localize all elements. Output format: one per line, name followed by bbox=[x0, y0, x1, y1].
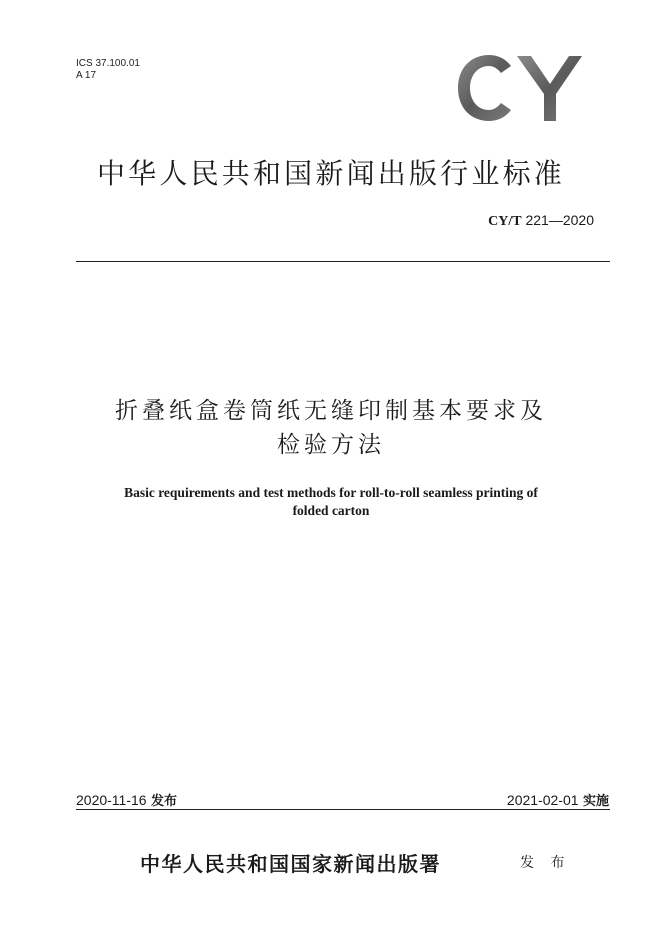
bottom-divider bbox=[76, 809, 610, 810]
cy-logo bbox=[455, 52, 583, 124]
issue-date-label: 发布 bbox=[151, 794, 178, 809]
classification-codes bbox=[76, 58, 140, 82]
ics-code: ICS 37.100.01 bbox=[76, 58, 140, 69]
title-en-line2: folded carton bbox=[292, 503, 370, 518]
standard-category-title: 中华人民共和国新闻出版行业标准 bbox=[96, 157, 565, 190]
issue-word: 发 布 bbox=[520, 855, 571, 871]
title-cn-line1: 折叠纸盒卷筒纸无缝印制基本要求及 bbox=[115, 398, 547, 424]
issuing-authority: 中华人民共和国国家新闻出版署 bbox=[140, 852, 441, 876]
top-divider bbox=[76, 261, 610, 262]
impl-date-value: 2021-02-01 bbox=[506, 792, 579, 808]
standard-code-number: 221—2020 bbox=[521, 212, 594, 228]
issue-date-value: 2020-11-16 bbox=[76, 792, 147, 808]
implementation-date bbox=[507, 790, 609, 809]
ccs-code: A 17 bbox=[76, 70, 97, 81]
title-cn-line2: 检验方法 bbox=[277, 432, 385, 458]
issue-date bbox=[76, 790, 177, 809]
standard-code-prefix: CY/T bbox=[488, 214, 522, 229]
standard-number bbox=[488, 212, 594, 230]
title-en-line1: Basic requirements and test methods for roll-to-roll seamless printing of bbox=[124, 485, 538, 500]
impl-date-label: 实施 bbox=[582, 794, 609, 809]
